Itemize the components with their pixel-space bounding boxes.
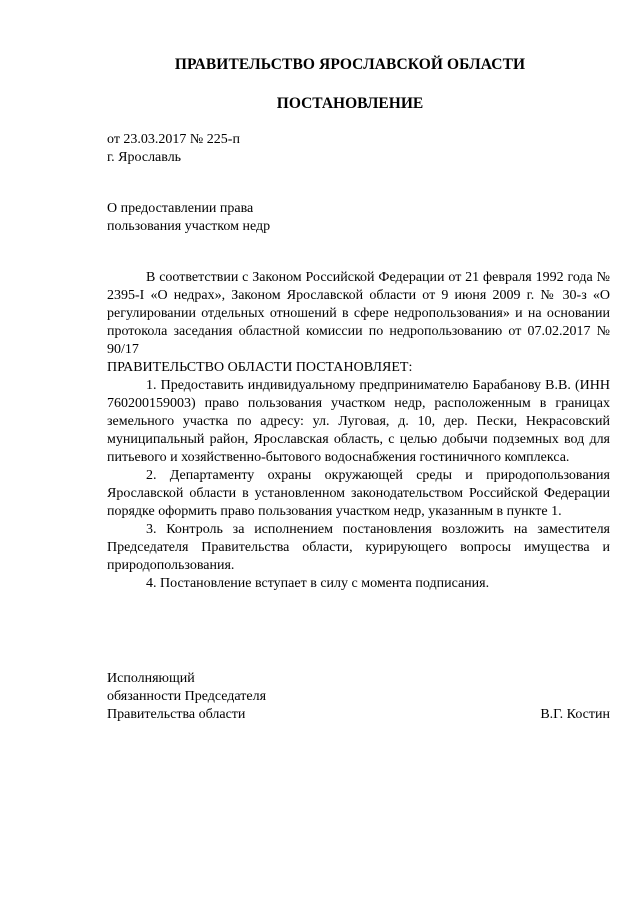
document-body: [107, 269, 610, 593]
resolution-item-1: 1. Предоставить индивидуальному предпринимателю Барабанову В.В. (ИНН 760200159003) право пользования участком недр, расположенным в границах земельного участка по адресу: ул. Луговая, д. 10, дер. Пески, Некрасовский муниципальный район, Ярославская область, с целью добычи подземных вод для питьевого и хозяйственно-бытового водоснабжения гостиничного комплекса.: [107, 378, 610, 465]
document-type-heading: ПОСТАНОВЛЕНИЕ: [276, 95, 424, 112]
document-subject: [107, 200, 270, 236]
city: г. Ярославль: [107, 150, 182, 165]
signature-row: [107, 706, 610, 724]
resolution-item-4: 4. Постановление вступает в силу с момента подписания.: [146, 576, 490, 591]
government-title: ПРАВИТЕЛЬСТВО ЯРОСЛАВСКОЙ ОБЛАСТИ: [174, 56, 526, 73]
signer-position-line-2: обязанности Председателя: [107, 689, 267, 704]
subject-line-2: пользования участком недр: [107, 219, 271, 234]
signer-name: В.Г. Костин: [540, 707, 610, 722]
date-number: от 23.03.2017 № 225-п: [107, 132, 240, 147]
document-meta: [107, 131, 240, 167]
signature-block: [107, 670, 610, 724]
resolves-line: ПРАВИТЕЛЬСТВО ОБЛАСТИ ПОСТАНОВЛЯЕТ:: [107, 360, 413, 375]
resolution-item-2: 2. Департаменту охраны окружающей среды и природопользования Ярославской области в установленном законодательством Российской Федерации порядке оформить право пользования участком недр, указанным в пункте 1.: [107, 468, 610, 519]
signer-position-line-3: Правительства области: [107, 707, 246, 722]
preamble-paragraph: В соответствии с Законом Российской Федерации от 21 февраля 1992 года № 2395-I «О недрах», Законом Ярославской области от 9 июня 2009 г. № 30-з «О регулировании отдельных отношений в сфере недропользования» и на основании протокола заседания областной комиссии по недропользованию от 07.02.2017 № 90/17: [107, 270, 610, 357]
signer-position-line-1: Исполняющий: [107, 671, 195, 686]
resolution-item-3: 3. Контроль за исполнением постановления возложить на заместителя Председателя Правительства области, курирующего вопросы имущества и природопользования.: [107, 522, 610, 573]
subject-line-1: О предоставлении права: [107, 201, 254, 216]
